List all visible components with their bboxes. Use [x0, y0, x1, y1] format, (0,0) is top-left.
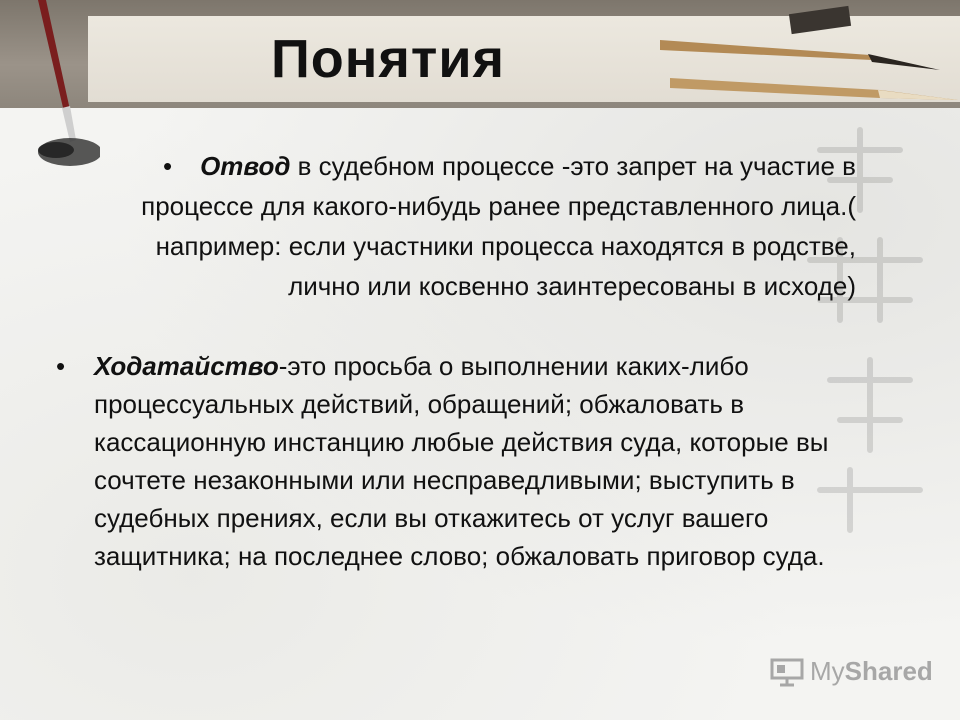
bullet-marker: • [163, 151, 173, 181]
definition-khodataystvo: -это просьба о выполнении каких-либо процессуальных действий, обращений; обжаловать в кассационную инстанцию любые действия суда, которые вы сочтете незаконными или несправедливыми; выступить в судебных прениях, если вы откажитесь от услуг вашего защитника; на последнее слово; обжаловать приговор суда. [94, 351, 829, 571]
definition-otvod: в судебном процессе -это запрет на участие в процессе для какого-нибудь ранее представленного лица.( например: если участники процесса находятся в родстве, лично или косвенно заинтересованы в исходе) [141, 151, 856, 301]
term-khodataystvo: Ходатайство [94, 351, 279, 381]
bullet-marker: • [56, 351, 66, 381]
watermark-text: MyShared [810, 656, 933, 686]
term-otvod: Отвод [200, 151, 291, 181]
slide-title: Понятия [270, 29, 506, 89]
bullet-khodataystvo [94, 347, 834, 575]
bullet-otvod [100, 146, 856, 306]
watermark-logo [770, 656, 933, 687]
presentation-icon [770, 657, 804, 687]
